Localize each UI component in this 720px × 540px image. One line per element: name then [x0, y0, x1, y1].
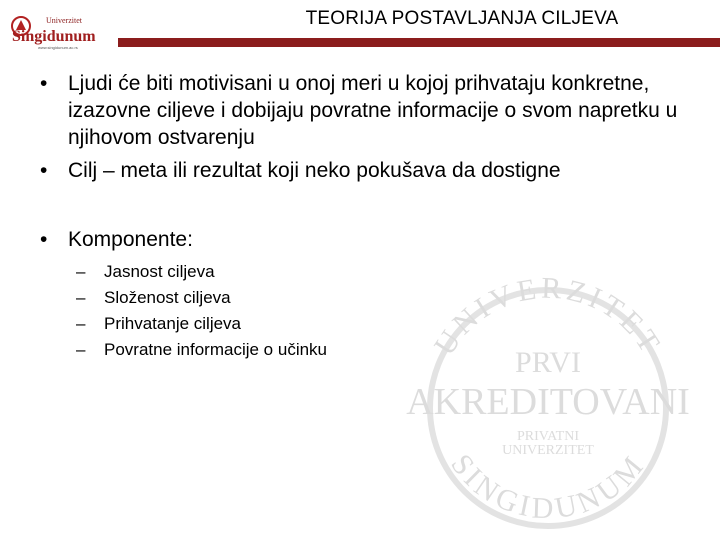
logo-top-text: Univerzitet [46, 16, 82, 25]
components-section [40, 226, 700, 253]
watermark-line4: UNIVERZITET [502, 443, 594, 458]
slide-content [40, 70, 700, 363]
logo-brand-text: Singidunum [12, 28, 96, 45]
watermark-line1: PRVI [515, 346, 581, 379]
bullet-item [40, 157, 700, 184]
singidunum-logo [8, 14, 128, 54]
component-item: – Povratne informacije o učinku [76, 340, 328, 359]
watermark-line2: AKREDITOVANI [406, 381, 690, 423]
watermark-arc-top: UNIVERZITET [428, 271, 669, 362]
bullet-item [40, 70, 700, 151]
component-item: – Složenost ciljeva [76, 288, 231, 307]
component-item: – Jasnost ciljeva [76, 262, 215, 281]
bullet-text: Cilj – meta ili rezultat koji neko pokušava da dostigne [68, 159, 561, 182]
bullet-dot: • [40, 159, 48, 182]
watermark-arc-bottom: SINGIDUNUM [444, 447, 652, 526]
bullet-dot: • [40, 228, 48, 251]
logo-url-text: www.singidunum.ac.rs [38, 45, 78, 50]
header-rule [118, 38, 720, 47]
bullet-dot: • [40, 72, 48, 95]
watermark-line3: PRIVATNI [517, 429, 579, 444]
slide-title: TEORIJA POSTAVLJANJA CILJEVA [305, 8, 619, 29]
component-item: – Prihvatanje ciljeva [76, 314, 242, 333]
bullet-text: Ljudi će biti motivisani u onoj meri u kojoj prihvataju konkretne, izazovne ciljeve i dobijaju povratne informacije o svom napretku u njihovom ostvarenju [68, 72, 678, 149]
components-list [40, 259, 700, 363]
components-heading: Komponente: [68, 228, 193, 251]
